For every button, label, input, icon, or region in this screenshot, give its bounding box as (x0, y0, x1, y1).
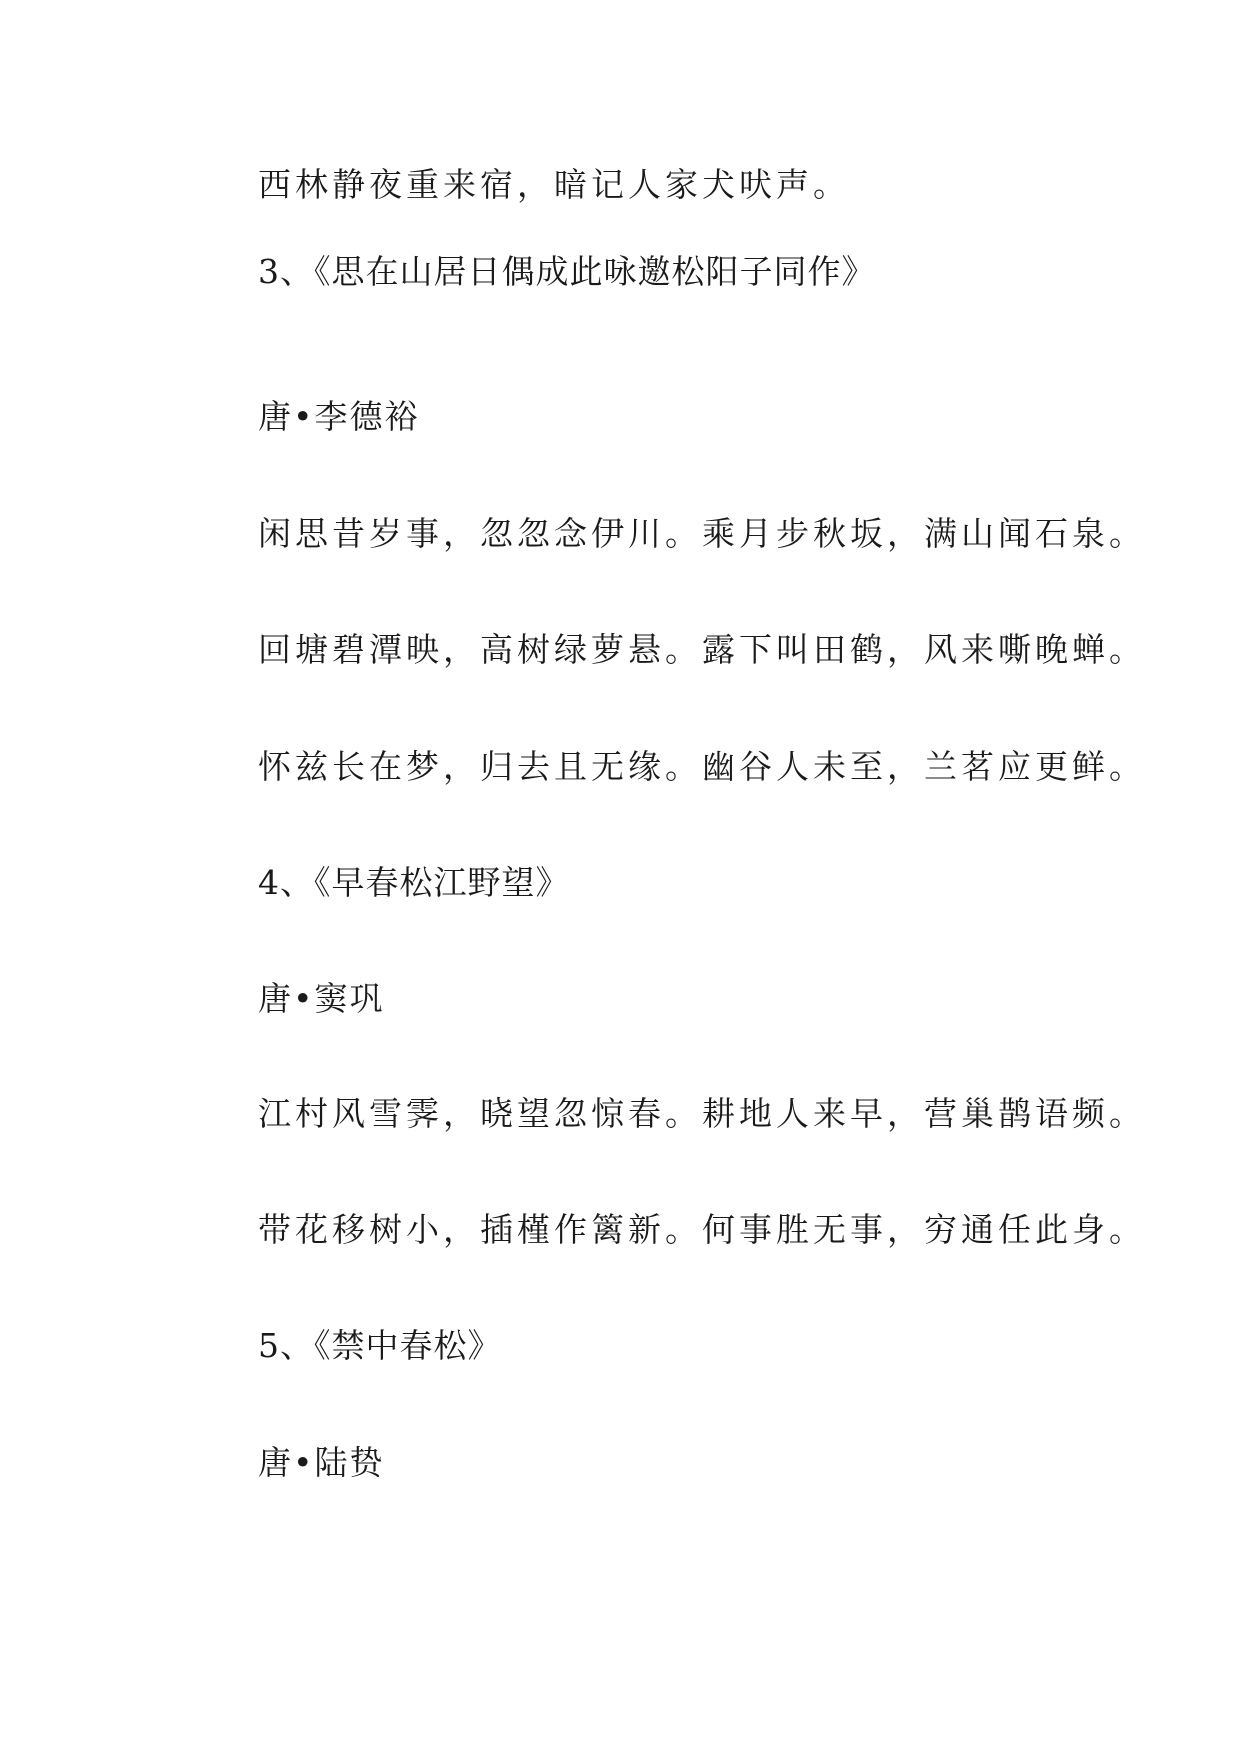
poem-author: 唐•窦巩 (258, 979, 385, 1018)
poem-title: 5、《禁中春松》 (258, 1326, 502, 1365)
poem-line: 带花移树小，插槿作篱新。何事胜无事，穷通任此身。 (258, 1210, 1146, 1249)
poem-line: 回塘碧潭映，高树绿萝悬。露下叫田鹤，风来嘶晚蝉。 (258, 630, 1146, 669)
poem-author: 唐•李德裕 (258, 397, 420, 436)
poem-line: 闲思昔岁事，忽忽念伊川。乘月步秋坂，满山闻石泉。 (258, 514, 1146, 553)
poem-author: 唐•陆贽 (258, 1443, 385, 1482)
poem-title: 4、《早春松江野望》 (258, 863, 570, 902)
poem-title: 3、《思在山居日偶成此咏邀松阳子同作》 (258, 252, 876, 291)
poem-line: 怀兹长在梦，归去且无缘。幽谷人未至，兰茗应更鲜。 (258, 747, 1146, 786)
poem-line: 西林静夜重来宿，暗记人家犬吠声。 (258, 165, 850, 204)
poem-line: 江村风雪霁，晓望忽惊春。耕地人来早，营巢鹊语频。 (258, 1094, 1146, 1133)
